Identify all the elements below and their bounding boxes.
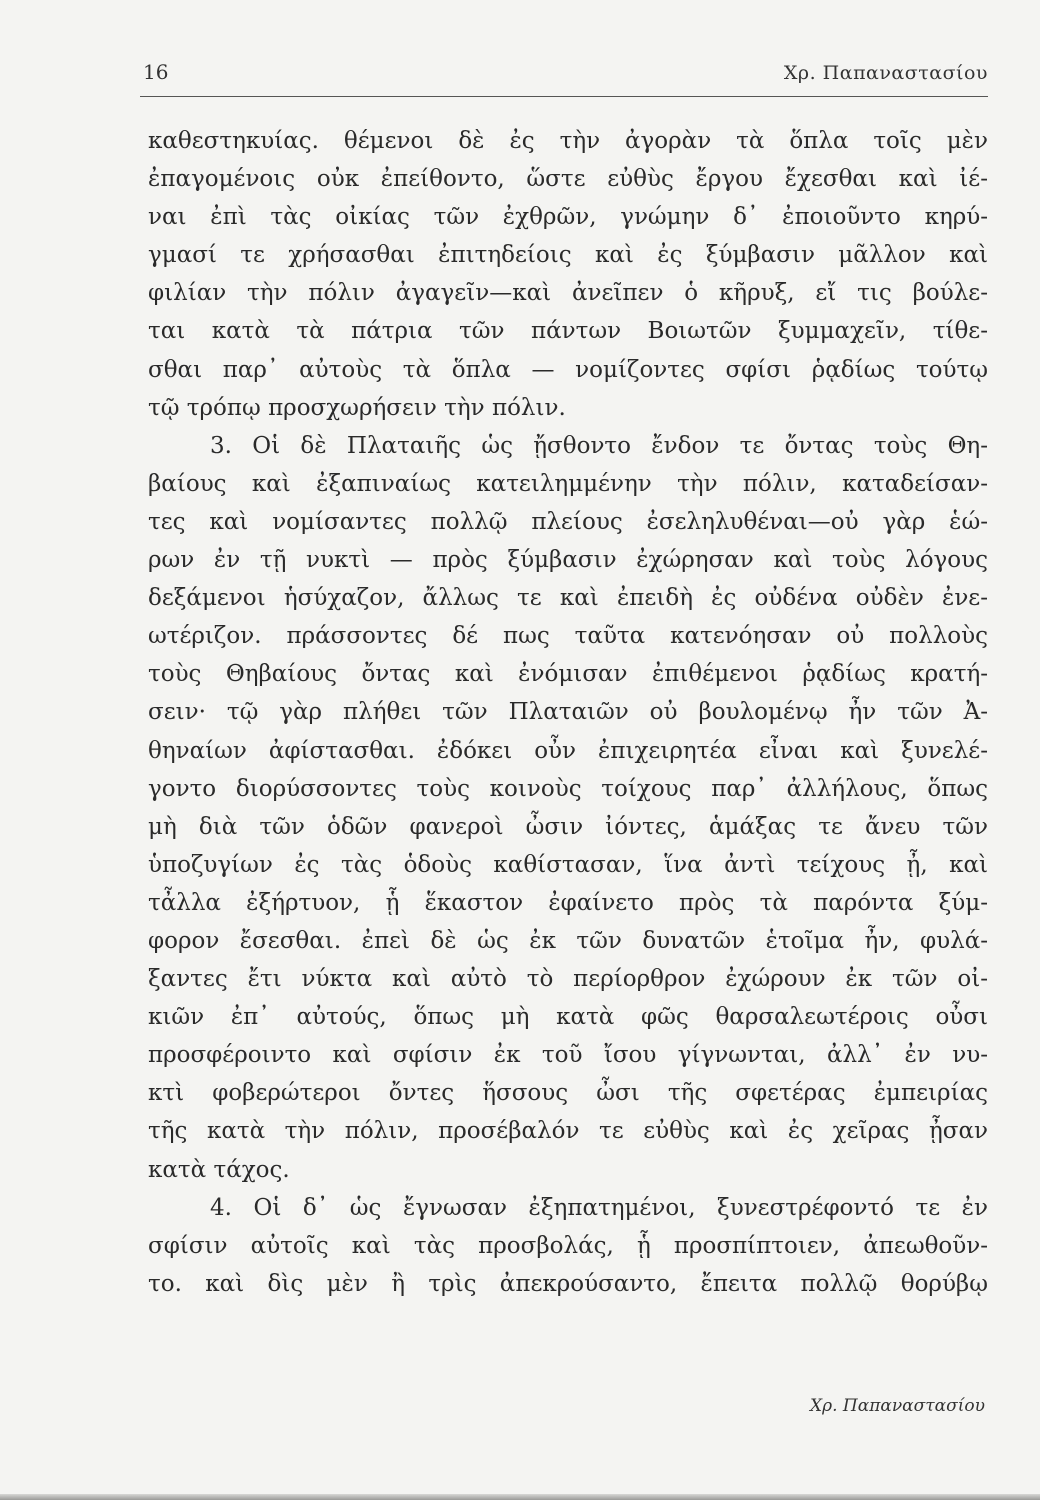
text-line: γοντο διορύσσοντες τοὺς κοινοὺς τοίχους παρ᾽ ἀλλήλους, ὅπως [148,775,988,802]
text-line: δεξάμενοι ἡσύχαζον, ἄλλως τε καὶ ἐπειδὴ ἐς οὐδένα οὐδὲν ἐνε- [148,585,988,612]
text-line: κατὰ τάχος. [148,1156,290,1183]
text-line: κιῶν ἐπ᾽ αὐτούς, ὅπως μὴ κατὰ φῶς θαρσαλεωτέροις οὖσι [148,1004,988,1031]
text-line: σθαι παρ᾽ αὐτοὺς τὰ ὅπλα — νομίζοντες σφίσι ῥᾳδίως τούτῳ [148,356,988,383]
text-line: σφίσιν αὐτοῖς καὶ τὰς προσβολάς, ᾗ προσπίπτοιεν, ἀπεωθοῦν- [148,1232,988,1259]
text-line: καθεστηκυίας. θέμενοι δὲ ἐς τὴν ἀγορὰν τὰ ὅπλα τοῖς μὲν [148,128,988,154]
running-head: Χρ. Παπαναστασίου [783,62,988,84]
text-line: γμασί τε χρήσασθαι ἐπιτηδείοις καὶ ἐς ξύμβασιν μᾶλλον καὶ [148,242,988,269]
text-line: τῆς κατὰ τὴν πόλιν, προσέβαλόν τε εὐθὺς καὶ ἐς χεῖρας ᾖσαν [148,1118,988,1145]
text-line: θηναίων ἀφίστασθαι. ἐδόκει οὖν ἐπιχειρητέα εἶναι καὶ ξυνελέ- [148,737,988,764]
text-line: σειν· τῷ γὰρ πλήθει τῶν Πλαταιῶν οὐ βουλομένῳ ἦν τῶν Ἀ- [148,699,988,726]
text-line: φορον ἔσεσθαι. ἐπεὶ δὲ ὡς ἐκ τῶν δυνατῶν ἑτοῖμα ἦν, φυλά- [148,927,988,954]
text-line: βαίους καὶ ἐξαπιναίως κατειλημμένην τὴν πόλιν, καταδείσαν- [148,470,988,497]
text-line: το. καὶ δὶς μὲν ἢ τρὶς ἀπεκρούσαντο, ἔπειτα πολλῷ θορύβῳ [148,1270,988,1297]
header-rule [140,96,988,97]
text-line: κτὶ φοβερώτεροι ὄντες ἥσσους ὦσι τῆς σφετέρας ἐμπειρίας [148,1080,988,1107]
text-line: τῷ τρόπῳ προσχωρήσειν τὴν πόλιν. [148,394,566,421]
text-line: ναι ἐπὶ τὰς οἰκίας τῶν ἐχθρῶν, γνώμην δ᾽ ἐποιοῦντο κηρύ- [148,204,988,231]
text-line: φιλίαν τὴν πόλιν ἀγαγεῖν—καὶ ἀνεῖπεν ὁ κῆρυξ, εἴ τις βούλε- [148,280,988,307]
text-line: ται κατὰ τὰ πάτρια τῶν πάντων Βοιωτῶν ξυμμαχεῖν, τίθε- [148,318,988,345]
section-4-start: 4. Οἱ δ᾽ ὡς ἔγνωσαν ἐξηπατημένοι, ξυνεστρέφοντό τε ἐν [210,1194,988,1221]
text-line: ωτέριζον. πράσσοντες δέ πως ταῦτα κατενόησαν οὐ πολλοὺς [148,623,988,650]
page-bottom-edge [0,1494,1040,1500]
text-line: ρων ἐν τῇ νυκτὶ — πρὸς ξύμβασιν ἐχώρησαν καὶ τοὺς λόγους [148,547,988,574]
body-text [148,122,988,1303]
text-line: προσφέροιντο καὶ σφίσιν ἐκ τοῦ ἴσου γίγνωνται, ἀλλ᾽ ἐν νυ- [148,1042,988,1069]
text-line: τοὺς Θηβαίους ὄντας καὶ ἐνόμισαν ἐπιθέμενοι ῥᾳδίως κρατή- [148,661,988,688]
text-line: ὑποζυγίων ἐς τὰς ὁδοὺς καθίστασαν, ἵνα ἀντὶ τείχους ᾖ, καὶ [148,851,988,878]
text-line: τἆλλα ἐξήρτυον, ᾗ ἕκαστον ἐφαίνετο πρὸς τὰ παρόντα ξύμ- [148,889,988,916]
page-number: 16 [143,60,169,84]
section-3-start: 3. Οἱ δὲ Πλαταιῆς ὡς ᾔσθοντο ἔνδον τε ὄντας τοὺς Θη- [210,432,988,459]
text-line: μὴ διὰ τῶν ὁδῶν φανεροὶ ὦσιν ἰόντες, ἁμάξας τε ἄνευ τῶν [148,813,988,840]
text-line: τες καὶ νομίσαντες πολλῷ πλείους ἐσεληλυθέναι—οὐ γὰρ ἑώ- [148,508,988,535]
footer-signature: Χρ. Παπαναστασίου [809,1396,985,1416]
text-line: ξαντες ἔτι νύκτα καὶ αὐτὸ τὸ περίορθρον ἐχώρουν ἐκ τῶν οἰ- [148,966,988,993]
text-line: ἐπαγομένοις οὐκ ἐπείθοντο, ὥστε εὐθὺς ἔργου ἔχεσθαι καὶ ἰέ- [148,166,988,193]
